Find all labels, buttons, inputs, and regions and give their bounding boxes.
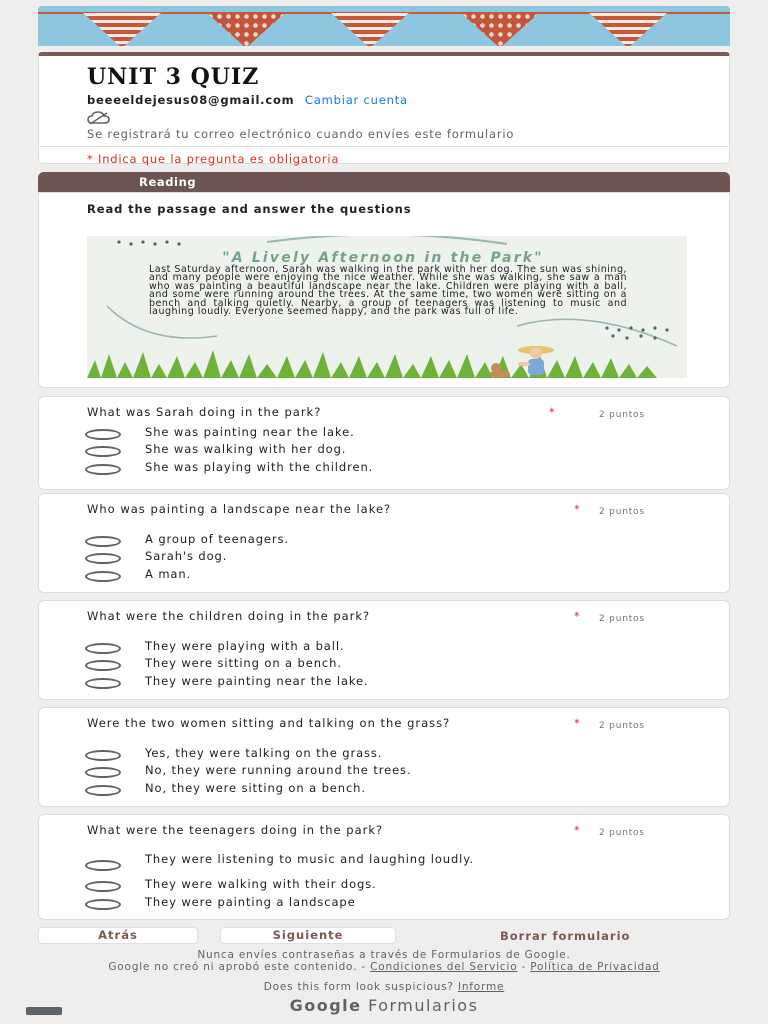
option-label: Sarah's dog. xyxy=(145,549,228,563)
header-banner xyxy=(38,6,730,46)
answer-option[interactable] xyxy=(85,460,685,479)
radio-button[interactable] xyxy=(85,785,121,796)
separator: - xyxy=(357,961,371,973)
radio-button[interactable] xyxy=(85,899,121,910)
radio-button[interactable] xyxy=(85,660,121,671)
required-asterisk: * xyxy=(574,823,580,837)
report-abuse-button[interactable] xyxy=(26,1007,62,1015)
google-forms-logo[interactable] xyxy=(0,996,768,1015)
email-record-notice: Se registrará tu correo electrónico cuando envíes este formulario xyxy=(87,127,515,141)
bunting-flag xyxy=(206,12,286,46)
question-card xyxy=(38,493,730,593)
option-label: She was walking with her dog. xyxy=(145,442,347,456)
radio-button[interactable] xyxy=(85,767,121,778)
bunting-flag xyxy=(330,12,410,46)
report-link[interactable]: Informe xyxy=(457,981,505,993)
account-row xyxy=(87,93,408,107)
passage-illustration xyxy=(87,236,687,378)
passage-title: "A Lively Afternoon in the Park" xyxy=(222,250,544,266)
brand-forms: Formularios xyxy=(368,996,479,1015)
option-label: They were painting near the lake. xyxy=(145,674,369,688)
answer-option[interactable] xyxy=(85,781,685,800)
question-card xyxy=(38,707,730,807)
option-label: No, they were running around the trees. xyxy=(145,763,412,777)
section-instructions: Read the passage and answer the questions xyxy=(87,202,412,216)
account-email: beeeeldejesus08@gmail.com xyxy=(87,93,295,107)
separator: - xyxy=(517,961,531,973)
option-label: She was painting near the lake. xyxy=(145,425,355,439)
suspicious-text: Does this form look suspicious? xyxy=(263,981,454,993)
question-card xyxy=(38,396,730,490)
answer-option[interactable] xyxy=(85,852,685,877)
question-text: What was Sarah doing in the park? xyxy=(87,405,322,419)
radio-button[interactable] xyxy=(85,643,121,654)
radio-button[interactable] xyxy=(85,860,121,871)
answer-option[interactable] xyxy=(85,656,685,675)
option-label: They were playing with a ball. xyxy=(145,639,345,653)
option-label: They were walking with their dogs. xyxy=(145,877,377,891)
answer-option[interactable] xyxy=(85,567,685,586)
answer-option[interactable] xyxy=(85,895,685,914)
password-warning: Nunca envíes contraseñas a través de Formularios de Google. xyxy=(197,949,571,961)
form-title: UNIT 3 QUIZ xyxy=(87,64,260,90)
radio-button[interactable] xyxy=(85,464,121,475)
option-label: They were listening to music and laughing loudly. xyxy=(145,852,474,866)
radio-button[interactable] xyxy=(85,750,121,761)
option-label: A man. xyxy=(145,567,192,581)
radio-button[interactable] xyxy=(85,536,121,547)
option-label: She was playing with the children. xyxy=(145,460,374,474)
form-header-card xyxy=(38,52,730,164)
next-button[interactable]: Siguiente xyxy=(220,927,396,944)
answer-option[interactable] xyxy=(85,877,685,896)
question-text: Were the two women sitting and talking on the grass? xyxy=(87,716,451,730)
question-card xyxy=(38,600,730,700)
required-asterisk: * xyxy=(549,405,555,419)
question-points: 2 puntos xyxy=(599,721,645,731)
disclaimer-text: Google no creó ni aprobó este contenido. xyxy=(108,961,358,973)
radio-button[interactable] xyxy=(85,429,121,440)
cloud-off-icon xyxy=(87,111,111,125)
radio-button[interactable] xyxy=(85,553,121,564)
required-asterisk: * xyxy=(574,609,580,623)
radio-button[interactable] xyxy=(85,881,121,892)
girl-with-dog-illustration xyxy=(482,340,562,378)
question-points: 2 puntos xyxy=(599,410,645,420)
passage-card xyxy=(38,192,730,388)
grass-illustration xyxy=(87,348,687,378)
clear-form-button[interactable]: Borrar formulario xyxy=(500,929,631,943)
option-label: They were sitting on a bench. xyxy=(145,656,342,670)
brand-google: Google xyxy=(289,996,362,1015)
radio-button[interactable] xyxy=(85,446,121,457)
question-points: 2 puntos xyxy=(599,507,645,517)
footer-disclaimer xyxy=(38,963,730,972)
question-points: 2 puntos xyxy=(599,828,645,838)
option-label: They were painting a landscape xyxy=(145,895,356,909)
question-points: 2 puntos xyxy=(599,614,645,624)
option-label: Yes, they were talking on the grass. xyxy=(145,746,383,760)
back-button[interactable]: Atrás xyxy=(38,927,198,944)
bunting-flag xyxy=(460,12,540,46)
radio-button[interactable] xyxy=(85,571,121,582)
required-notice: * Indica que la pregunta es obligatoria xyxy=(87,152,340,166)
passage-text: Last Saturday afternoon, Sarah was walking in the park with her dog. The sun was shining, and many people were enjoying the nice weather. While she was walking, she saw a man who was painting a beautiful landscape near the lake. Children were playing with a ball, and some were running around the trees. At the same time, two women were sitting on a bench and talking quietly. Nearby, a group of teenagers was listening to music and laughing loudly. Everyone seemed happy, and the park was full of life. xyxy=(149,264,627,318)
question-card xyxy=(38,814,730,920)
answer-option[interactable] xyxy=(85,549,685,568)
suspicious-row xyxy=(38,981,730,993)
section-title: Reading xyxy=(38,172,730,192)
question-text: Who was painting a landscape near the lake? xyxy=(87,502,392,516)
bunting-flag xyxy=(588,12,668,46)
required-asterisk: * xyxy=(574,502,580,516)
answer-option[interactable] xyxy=(85,442,685,461)
answer-option[interactable] xyxy=(85,674,685,693)
answer-option[interactable] xyxy=(85,763,685,782)
option-label: A group of teenagers. xyxy=(145,532,289,546)
divider xyxy=(39,146,729,147)
option-label: No, they were sitting on a bench. xyxy=(145,781,366,795)
radio-button[interactable] xyxy=(85,678,121,689)
question-text: What were the children doing in the park? xyxy=(87,609,371,623)
question-text: What were the teenagers doing in the park? xyxy=(87,823,384,837)
switch-account-link[interactable]: Cambiar cuenta xyxy=(304,93,408,107)
required-asterisk: * xyxy=(574,716,580,730)
bunting-flag xyxy=(82,12,162,46)
privacy-link[interactable]: Política de Privacidad xyxy=(530,961,660,973)
terms-link[interactable]: Condiciones del Servicio xyxy=(370,961,518,973)
